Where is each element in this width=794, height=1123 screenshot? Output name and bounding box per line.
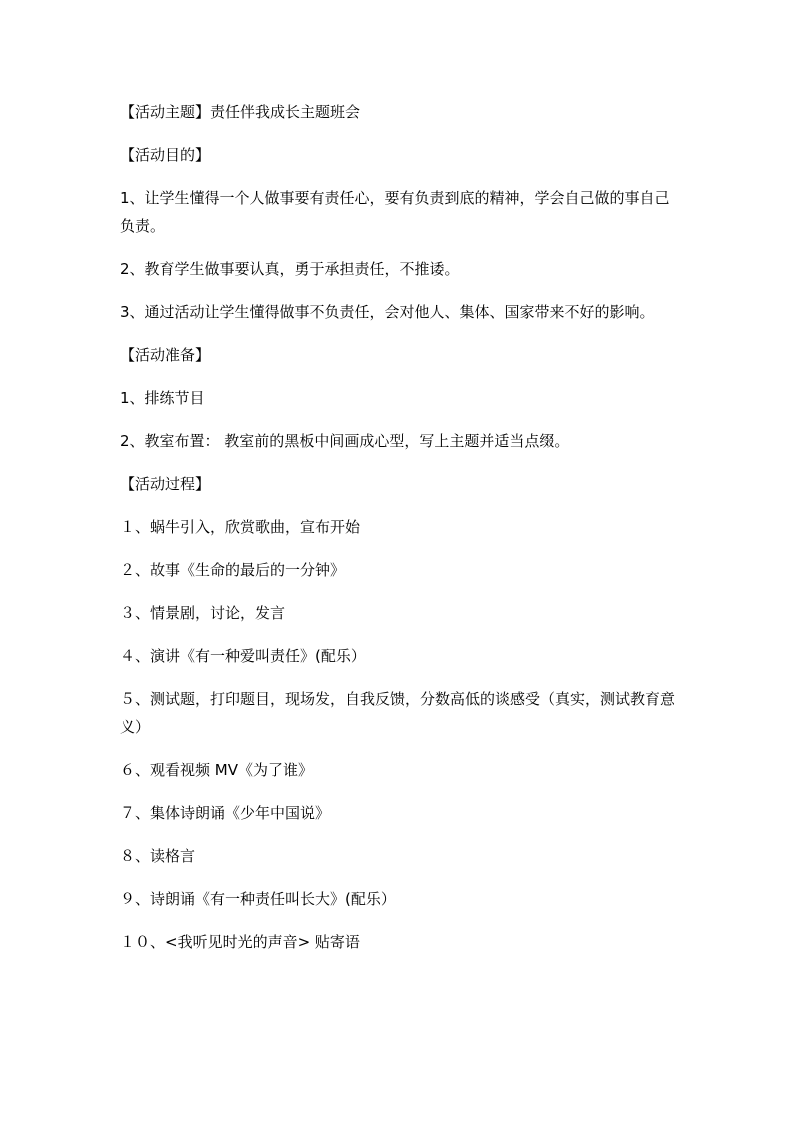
purpose-heading: 【活动目的】	[120, 146, 211, 164]
process-item-7: ７、集体诗朗诵《少年中国说》	[120, 804, 331, 822]
process-item-8: ８、读格言	[120, 847, 196, 865]
activity-theme: 【活动主题】责任伴我成长主题班会	[120, 103, 361, 121]
process-heading: 【活动过程】	[120, 475, 211, 493]
process-item-10: １０、<我听见时光的声音> 贴寄语	[120, 933, 360, 951]
preparation-heading: 【活动准备】	[120, 346, 211, 364]
process-item-5: ５、测试题，打印题目，现场发，自我反馈，分数高低的谈感受（真实，测试教育意义）	[120, 690, 676, 736]
purpose-item-2: 2、教育学生做事要认真，勇于承担责任，不推诿。	[120, 260, 460, 278]
process-item-1: １、蜗牛引入，欣赏歌曲，宣布开始	[120, 518, 361, 536]
process-item-6: ６、观看视频 MV《为了谁》	[120, 761, 313, 779]
purpose-item-1: 1、让学生懂得一个人做事要有责任心，要有负责到底的精神，学会自己做的事自己负责。	[120, 189, 670, 235]
process-item-9: ９、诗朗诵《有一种责任叫长大》(配乐）	[120, 890, 396, 908]
process-item-2: ２、故事《生命的最后的一分钟》	[120, 561, 346, 579]
document-body	[120, 98, 680, 971]
preparation-item-2: 2、教室布置： 教室前的黑板中间画成心型，写上主题并适当点缀。	[120, 432, 570, 450]
process-item-4: ４、演讲《有一种爱叫责任》(配乐）	[120, 647, 366, 665]
process-item-3: ３、情景剧，讨论，发言	[120, 604, 286, 622]
preparation-item-1: 1、排练节目	[120, 389, 205, 407]
purpose-item-3: 3、通过活动让学生懂得做事不负责任，会对他人、集体、国家带来不好的影响。	[120, 303, 655, 321]
